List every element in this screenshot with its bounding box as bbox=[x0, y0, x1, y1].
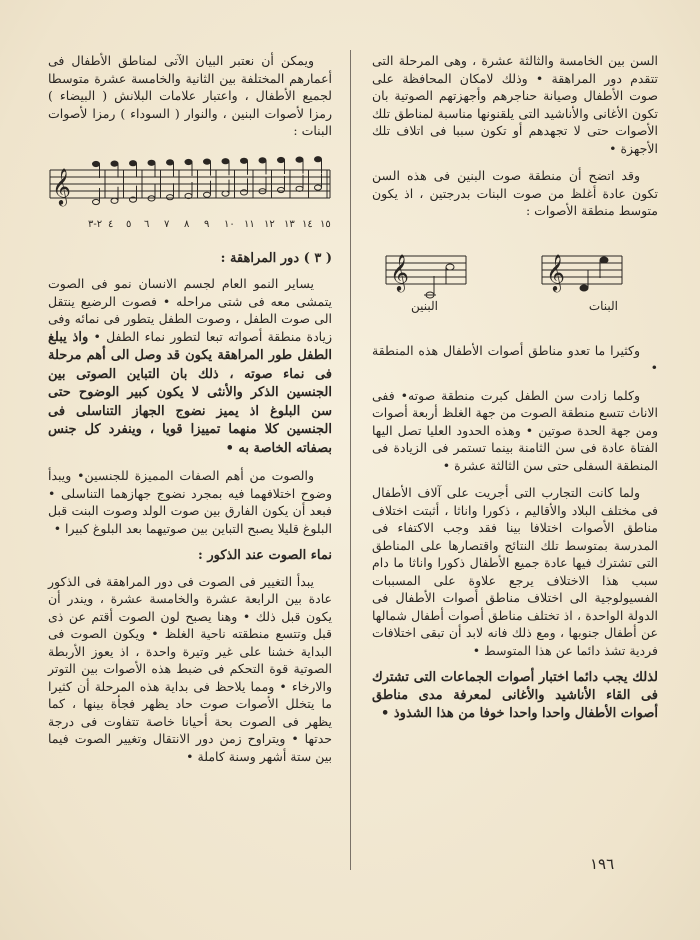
range-note bbox=[185, 159, 192, 164]
range-note bbox=[222, 191, 229, 196]
age-label: ٥ bbox=[126, 218, 132, 230]
range-note bbox=[111, 161, 118, 166]
range-note bbox=[278, 157, 285, 162]
column-divider bbox=[350, 50, 351, 870]
range-staves bbox=[372, 238, 658, 328]
right-para-1: السن بين الخامسة والثالثة عشرة ، وهى المرحلة التى تتقدم دور المراهقة • وذلك لامكان المحافظة على صوت الأطفال وصيانة حناجرهم وأجهزتهم الصوتية بان تكون الأغانى والأناشيد التى يلقنونها مناسبة لمناطق تلك الأصوات حتى لا تجهدهم أو تكون سببا فى اتلاف تلك الأجهزة • bbox=[372, 53, 658, 156]
boys-staff-label: البنين bbox=[411, 298, 438, 313]
right-para-4: وكلما زادت سن الطفل كبرت منطقة صوته• ففى الاناث تتسع منطقة الصوت من جهة الغلظ أربعة أصوات ومن جهة الحدة صوتين • وهذه الحدود العليا تصل اليها الفتاة عادة فى سن الثامنة بينما تستمر فى الزيادة فى المنطقة السفلى حتى سن الثالثة عشرة • bbox=[372, 387, 658, 473]
age-label: ١١ bbox=[244, 218, 255, 230]
range-note bbox=[167, 159, 174, 164]
right-column bbox=[372, 52, 658, 733]
age-labels bbox=[88, 216, 331, 232]
age-label: ٨ bbox=[184, 218, 190, 230]
age-label: ٤ bbox=[108, 218, 114, 230]
range-note bbox=[148, 160, 155, 165]
right-para-6-bold: لذلك يجب دائما اختبار أصوات الجماعات التى تشترك فى القاء الأناشيد والأغانى لمعرفة مدى مناطق أصوات الأطفال واحدا واحدا خوفا من هذا الشذوذ • bbox=[372, 670, 658, 721]
range-note bbox=[222, 158, 229, 163]
range-note bbox=[204, 192, 211, 197]
range-note bbox=[278, 187, 285, 192]
svg-text:𝄞: 𝄞 bbox=[546, 252, 565, 291]
age-label: ١٢ bbox=[264, 218, 275, 230]
girls-staff bbox=[542, 253, 622, 292]
range-note bbox=[315, 156, 322, 161]
range-note bbox=[241, 158, 248, 163]
range-note bbox=[167, 194, 174, 199]
left-column bbox=[48, 52, 332, 775]
right-para-3: وكثيرا ما تعدو مناطق أصوات الأطفال هذه المنطقة • bbox=[372, 342, 658, 375]
age-label: ٢-٣ bbox=[88, 218, 103, 230]
heading-adolescence: ( ٣ ) دور المراهقة : bbox=[220, 250, 332, 266]
left-para-3: والصوت من أهم الصفات المميزة للجنسين• ويبدأ وضوح اختلافهما فيه بمجرد نضوج جهازهما التناسلى • فبعد أن يكون الفارق بين صوت الولد وصوت البنت قبل البلوغ قليلا يصبح التباين بين صوتيهما بعد البلوغ كبيرا • bbox=[48, 468, 332, 536]
girls-staff-label: البنات bbox=[588, 298, 618, 313]
range-note bbox=[93, 199, 100, 204]
age-label: ١٣ bbox=[284, 218, 295, 230]
range-note bbox=[315, 185, 322, 190]
age-label: ١٥ bbox=[320, 218, 331, 230]
heading-male-voice: نماء الصوت عند الذكور : bbox=[198, 548, 332, 563]
right-para-5: ولما كانت التجارب التى أجريت على آلاف الأطفال فى مختلف البلاد والأقاليم ، ذكورا واناثا ، أثبتت اختلاف مناطق الأصوات اختلافا بينا فقد وجب الاكتفاء فى المدرسة بمتوسط تلك النتائج واقتصارها على المناطق التى تشترك فيها عادة جميع الأطفال ذكورا واناثا ما دام سبب هذا الاختلاف يرجع علاوة على المسببات الفسيولوجية الى اختلاف مناطق أصوات الأطفال فى الدولة الواحدة ، اذ تختلف مناطق أصوات أطفال شمالها عن أطفال جنوبها ، ومع ذلك فانه لابد أن تبقى اختلافات فردية تشذ دائما عن هذا المتوسط • bbox=[372, 485, 658, 658]
left-para-4: يبدأ التغيير فى الصوت فى دور المراهقة فى الذكور عادة بين الرابعة عشرة والخامسة عشرة ، ويندر أن يكون قبل ذلك • وهنا يصبح لون الصوت أقتم عن ذى قبل وتتسع منطقته ناحية الغلظ • ويكون الصوت فى البداية خشنا على غير وتيرة واحدة ، اذ يعوز الأربطة الصوتية قوة التحكم فى ضبط هذه الأصوات بين التوتر والارخاء • ومما يلاحظ فى بداية هذه المرحلة أن كثيرا ما يتخلل الأصوات صوت حاد يظهر فجأة بينها ، كما يظهر فى الصوت بحة أحيانا خاصة تتفاوت فى درجة حدتها • ويتراوح زمن دور الانتقال وتغيير الصوت فيما بين ستة أشهر وسنة كاملة • bbox=[48, 573, 332, 764]
boys-staff bbox=[386, 253, 466, 298]
range-note bbox=[204, 159, 211, 164]
range-note bbox=[259, 157, 266, 162]
age-label: ١٠ bbox=[224, 218, 235, 230]
range-note bbox=[111, 198, 118, 203]
age-label: ٦ bbox=[144, 218, 150, 230]
age-label: ١٤ bbox=[302, 218, 313, 230]
range-note bbox=[296, 157, 303, 162]
age-label: ٩ bbox=[204, 218, 210, 230]
range-note bbox=[130, 160, 137, 165]
svg-text:𝄞: 𝄞 bbox=[52, 166, 71, 205]
left-para-2 bbox=[48, 275, 332, 457]
age-range-staff bbox=[48, 150, 332, 240]
left-para-2b-bold: واذ يبلغ الطفل طور المراهقة يكون قد وصل الى أهم مرحلة فى نماء صوته ، ذلك بان التباين الصوتى بين الجنسين الذكر والأنثى لا يكون كبير الوضوح حتى سن البلوغ اذ يميز نضوج الجهاز التناسلى فى الجنسين كلا منهما تمييزا قويا ، وينفرد كل جنس بصفاته الخاصة به • bbox=[48, 329, 332, 456]
range-note bbox=[93, 161, 100, 166]
left-para-2a: يساير النمو العام لجسم الانسان نمو فى الصوت يتمشى معه فى شتى مراحله • فصوت الرضيع ينتقل الى صوت الطفل ، وصوت الطفل يتطور فى نمائه وفى زيادة منطقة أصواته تبعا لتطور نماء الطفل • bbox=[48, 276, 332, 344]
left-para-1: ويمكن أن نعتبر البيان الآتى لمناطق الأطفال فى أعمارهم المختلفة بين الثانية والخامسة عشرة متوسطا لجميع الأطفال ، واعتبار علامات البلانش ( البيضاء ) رمزا لأصوات البنين ، والنوار ( السوداء ) رمزا لأصوات البنات : bbox=[48, 53, 332, 138]
right-para-2: وقد اتضح أن منطقة صوت البنين فى هذه السن تكون عادة أغلظ من صوت البنات بدرجتين ، اذ يكون متوسط منطقة الأصوات : bbox=[372, 168, 658, 218]
svg-text:𝄞: 𝄞 bbox=[390, 252, 409, 291]
age-label: ٧ bbox=[164, 218, 170, 230]
page-number: ١٩٦ bbox=[590, 855, 615, 873]
